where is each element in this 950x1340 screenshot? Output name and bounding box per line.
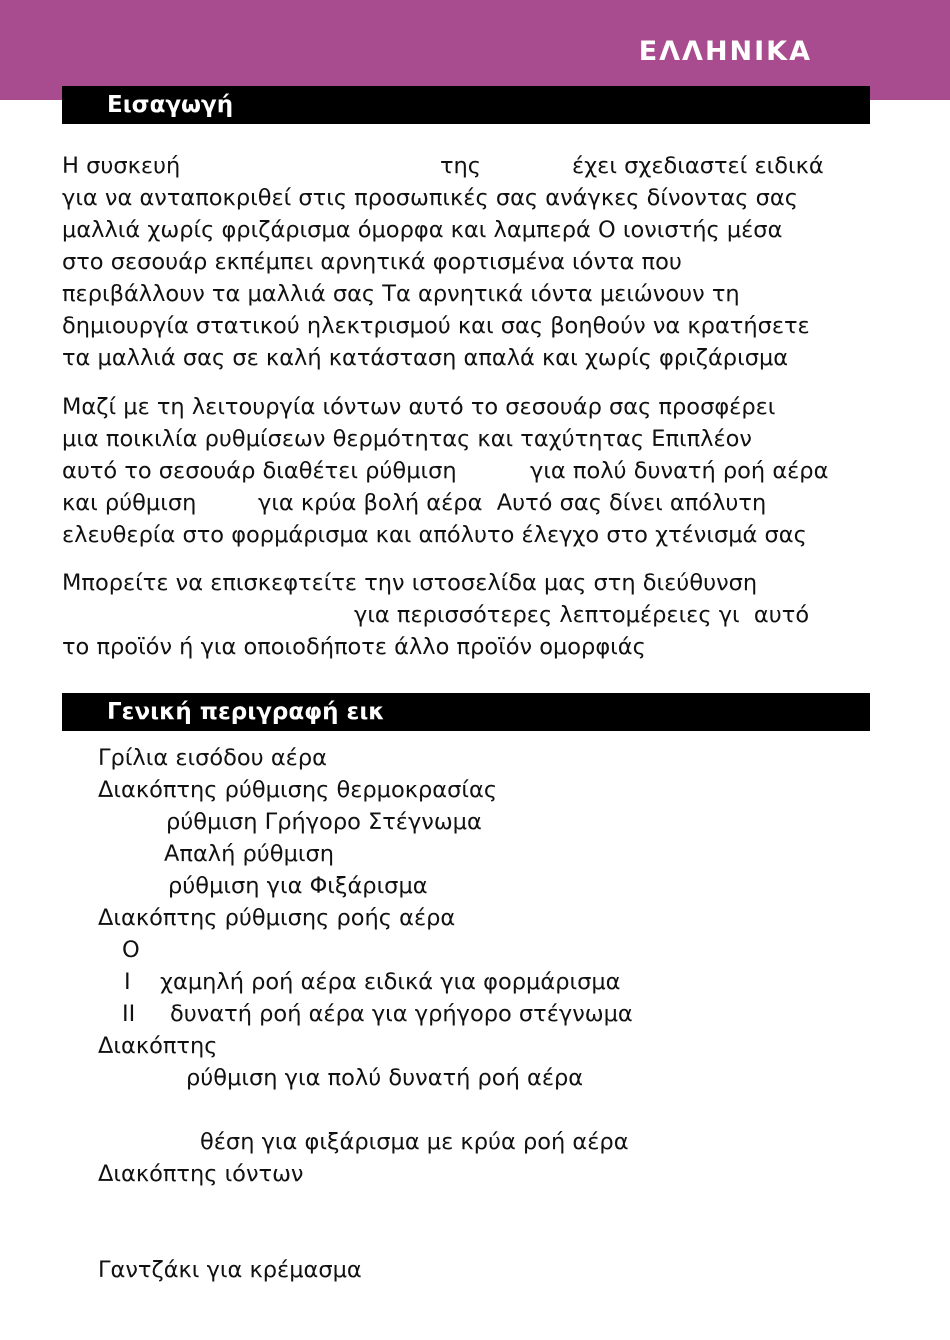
language-title: ΕΛΛΗΝΙΚΑ [638,36,812,67]
list-item: Διακόπτης ρύθμισης ροής αέρα [98,905,456,931]
list-item: O [122,937,140,963]
list-item: Απαλή ρύθμιση [164,841,335,867]
list-item: δυνατή ροή αέρα για γρήγορο στέγνωμα [170,1001,633,1027]
text-line: για να ανταποκριθεί στις προσωπικές σας ανάγκες δίνοντας σας [62,185,798,211]
text-segment: έχει σχεδιαστεί ειδικά [572,153,824,179]
text-segment: για πολύ δυνατή ροή αέρα [530,458,829,484]
section-heading-general-description: Γενική περιγραφή εικ [62,693,870,731]
list-item: ρύθμιση Γρήγορο Στέγνωμα [166,809,482,835]
list-item: θέση για φιξάρισμα με κρύα ροή αέρα [200,1129,629,1155]
section-heading-intro: Εισαγωγή [62,86,870,124]
text-line: Μαζί με τη λειτουργία ιόντων αυτό το σεσουάρ σας προσφέρει [62,394,776,420]
list-item: Διακόπτης ρύθμισης θερμοκρασίας [98,777,498,803]
list-item: Γαντζάκι για κρέμασμα [98,1257,362,1283]
list-item-marker: I [124,969,131,995]
text-line: περιβάλλουν τα μαλλιά σας Τα αρνητικά ιόντα μειώνουν τη [62,281,740,307]
text-line: το προϊόν ή για οποιοδήποτε άλλο προϊόν ομορφιάς [62,634,646,660]
list-item-marker: II [122,1001,136,1027]
text-segment: για κρύα βολή αέρα Αυτό σας δίνει απόλυτη [258,490,767,516]
list-item: ρύθμιση για Φιξάρισμα [168,873,428,899]
intro-paragraph-3 [62,567,882,663]
list-item: Γρίλια εισόδου αέρα [98,745,327,771]
text-line: ελευθερία στο φορμάρισμα και απόλυτο έλεγχο στο χτένισμά σας [62,522,807,548]
intro-paragraph-1 [62,150,882,374]
list-item: Διακόπτης ιόντων [98,1161,304,1187]
text-segment: και ρύθμιση [62,490,197,516]
text-line: μαλλιά χωρίς φριζάρισμα όμορφα και λαμπερά Ο ιονιστής μέσα [62,217,783,243]
text-line: τα μαλλιά σας σε καλή κατάσταση απαλά και χωρίς φριζάρισμα [62,345,789,371]
text-segment: της [440,153,482,179]
list-item: Διακόπτης [98,1033,218,1059]
text-line [62,487,882,519]
text-line [62,599,882,631]
text-line [62,150,882,182]
text-line: Μπορείτε να επισκεφτείτε την ιστοσελίδα μας στη διεύθυνση [62,570,758,596]
intro-paragraph-2 [62,391,882,551]
text-segment: για περισσότερες λεπτομέρειες γι αυτό [354,602,810,628]
list-item: χαμηλή ροή αέρα ειδικά για φορμάρισμα [160,969,621,995]
text-segment: Η συσκευή [62,153,181,179]
text-line: δημιουργία στατικού ηλεκτρισμού και σας βοηθούν να κρατήσετε [62,313,810,339]
text-line: στο σεσουάρ εκπέμπει αρνητικά φορτισμένα ιόντα που [62,249,682,275]
text-line: μια ποικιλία ρυθμίσεων θερμότητας και ταχύτητας Επιπλέον [62,426,752,452]
text-segment: αυτό το σεσουάρ διαθέτει ρύθμιση [62,458,457,484]
text-line [62,455,882,487]
list-item: ρύθμιση για πολύ δυνατή ροή αέρα [186,1065,584,1091]
